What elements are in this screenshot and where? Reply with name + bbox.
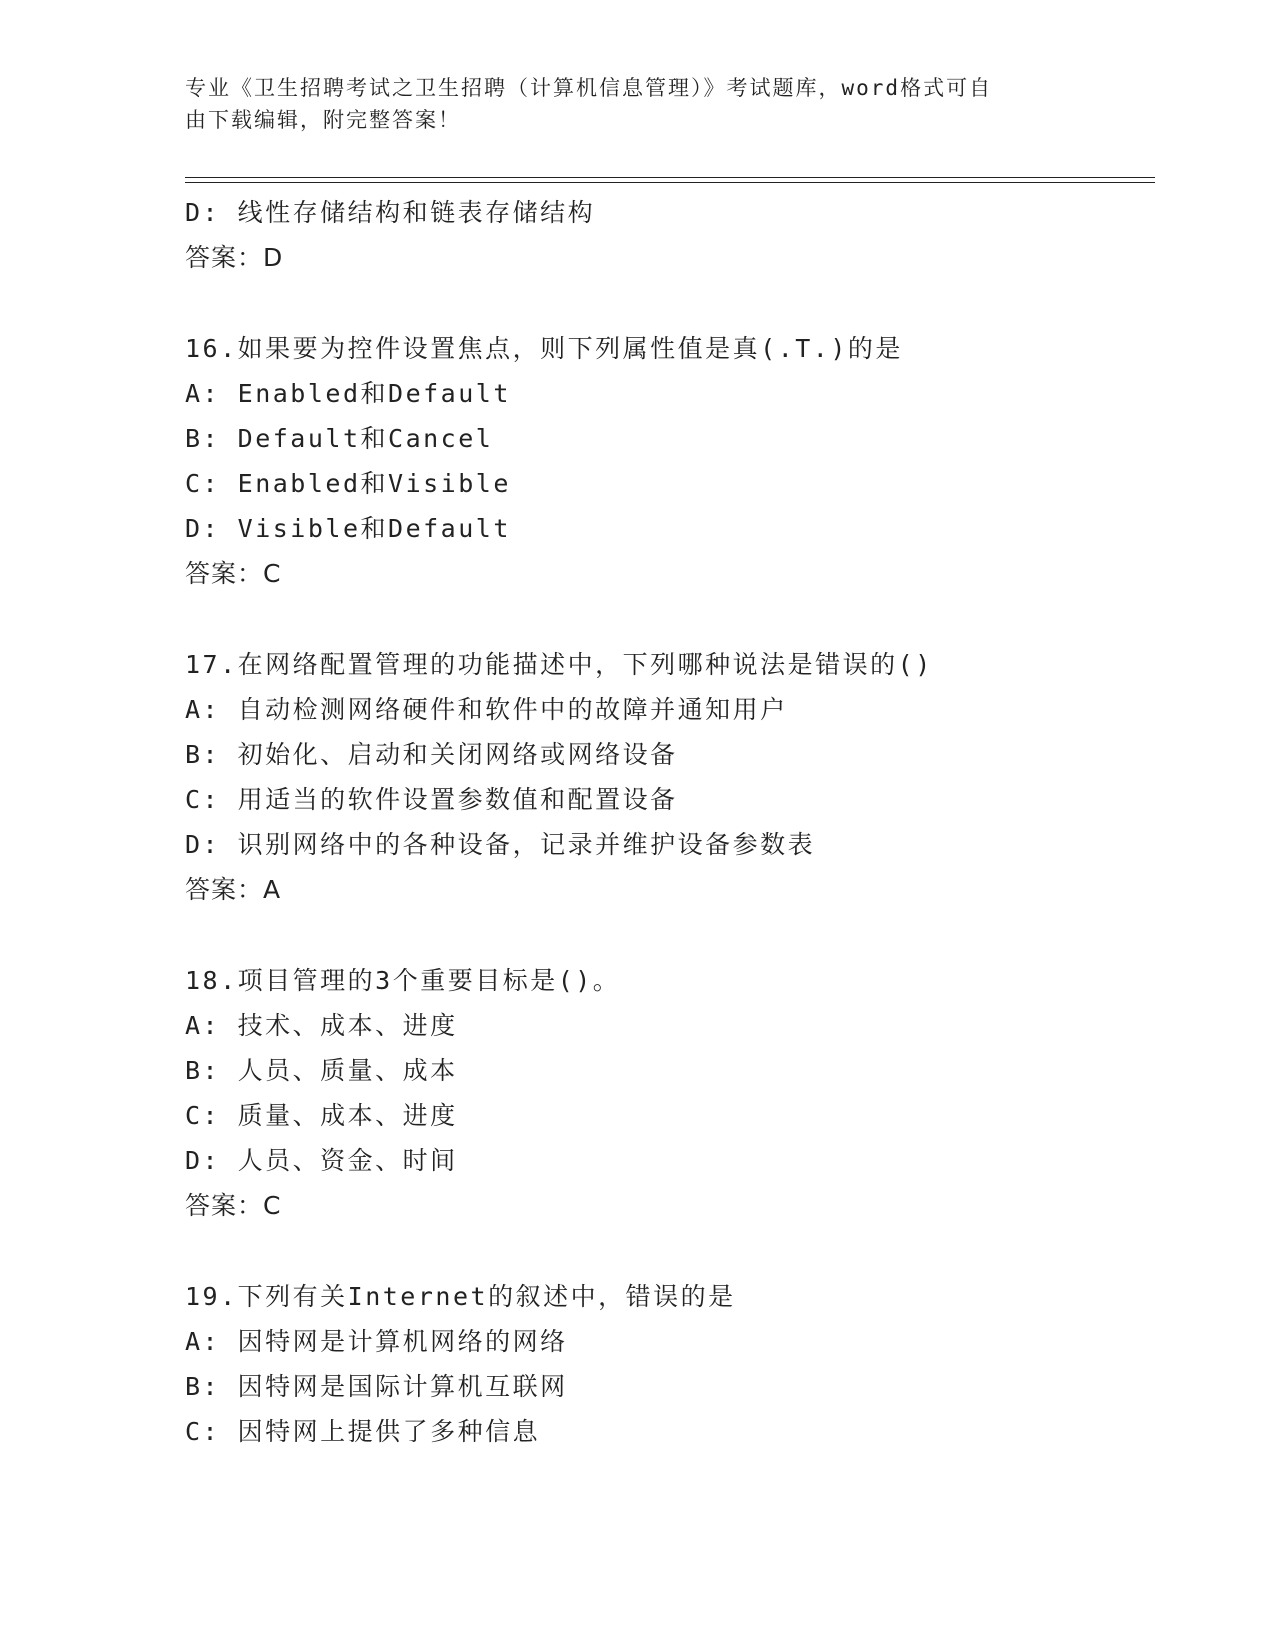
question-17	[185, 642, 1145, 912]
option-b: B: 初始化、启动和关闭网络或网络设备	[185, 740, 678, 769]
option-d: D: 识别网络中的各种设备，记录并维护设备参数表	[185, 830, 816, 859]
answer-line: 答案：C	[185, 559, 282, 588]
question-list	[185, 190, 1145, 1454]
option-c: C: 用适当的软件设置参数值和配置设备	[185, 785, 678, 814]
option-d: D: 人员、资金、时间	[185, 1146, 458, 1175]
question-15-tail	[185, 190, 1145, 280]
option-a: A: 技术、成本、进度	[185, 1011, 458, 1040]
option-b: B: Default和Cancel	[185, 424, 494, 453]
header-divider-top	[185, 177, 1155, 178]
option-d: D: Visible和Default	[185, 514, 511, 543]
question-stem: 17.在网络配置管理的功能描述中，下列哪种说法是错误的()	[185, 650, 933, 679]
document-header	[185, 72, 1065, 136]
header-line-1: 专业《卫生招聘考试之卫生招聘（计算机信息管理）》考试题库，word格式可自	[185, 76, 993, 100]
question-stem: 19.下列有关Internet的叙述中，错误的是	[185, 1282, 736, 1311]
spacer	[185, 280, 1145, 326]
option-c: C: Enabled和Visible	[185, 469, 511, 498]
option-b: B: 因特网是国际计算机互联网	[185, 1372, 568, 1401]
question-19	[185, 1274, 1145, 1454]
header-line-2: 由下载编辑，附完整答案！	[185, 108, 461, 132]
question-16	[185, 326, 1145, 596]
option-b: B: 人员、质量、成本	[185, 1056, 458, 1085]
spacer	[185, 912, 1145, 958]
answer-line: 答案：C	[185, 1191, 282, 1220]
header-divider-bottom	[185, 182, 1155, 183]
question-18	[185, 958, 1145, 1228]
answer-line: 答案：A	[185, 875, 282, 904]
option-a: A: Enabled和Default	[185, 379, 511, 408]
option-c: C: 因特网上提供了多种信息	[185, 1417, 541, 1446]
option-a: A: 自动检测网络硬件和软件中的故障并通知用户	[185, 695, 788, 724]
question-stem: 18.项目管理的3个重要目标是()。	[185, 966, 621, 995]
spacer	[185, 1228, 1145, 1274]
option-d: D: 线性存储结构和链表存储结构	[185, 198, 596, 227]
answer-line: 答案：D	[185, 243, 284, 272]
option-a: A: 因特网是计算机网络的网络	[185, 1327, 568, 1356]
question-stem: 16.如果要为控件设置焦点，则下列属性值是真(.T.)的是	[185, 334, 903, 363]
spacer	[185, 596, 1145, 642]
option-c: C: 质量、成本、进度	[185, 1101, 458, 1130]
